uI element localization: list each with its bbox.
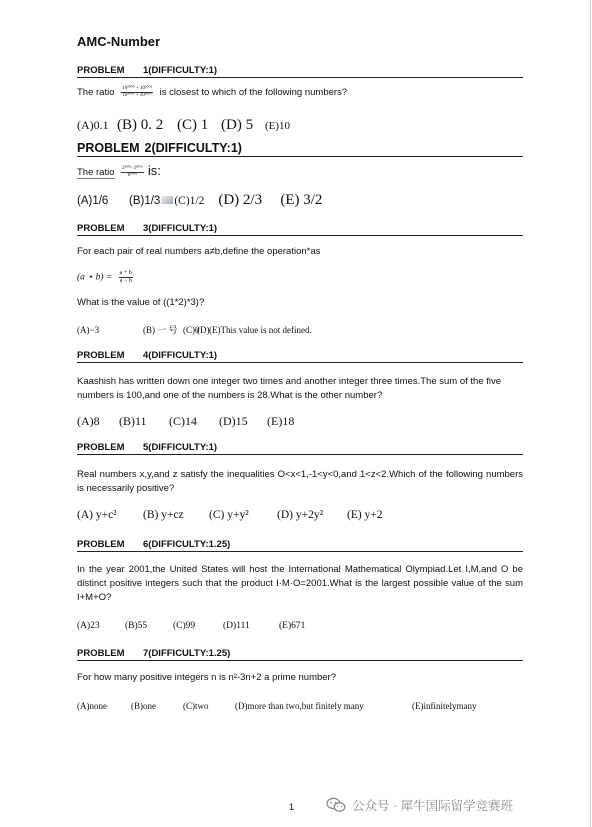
- problem-3-question-2: What is the value of ((1*2)*3)?: [77, 297, 205, 308]
- choice-e: (E) y+2: [347, 509, 383, 521]
- problem-label: PROBLEM: [77, 141, 140, 155]
- problem-5-question: Real numbers x,y,and z satisfy the inequalities O<x<1,-1<y<0,and 1<z<2.Which of the following numbers is necessarily positive?: [77, 469, 523, 494]
- problem-2-choices: [77, 191, 527, 209]
- wechat-icon: [326, 797, 346, 813]
- choice-a: (A)none: [77, 701, 107, 711]
- problem-4-header: [77, 350, 523, 363]
- problem-3-question: For each pair of real numbers a≠b,define the operation*as: [77, 246, 321, 257]
- problem-label: PROBLEM: [77, 648, 125, 659]
- problem-1-header: [77, 65, 523, 78]
- choice-b: (B) 0. 2: [117, 117, 164, 133]
- problem-7-choices: [77, 701, 527, 711]
- problem-difficulty: 3(DIFFICULTY:1): [143, 223, 218, 234]
- choice-d: (D)15: [219, 414, 248, 428]
- scan-artifact: [161, 196, 173, 204]
- ratio-fraction: $\frac{\text{10²⁰⁰⁰ + 10²⁰⁰²}}{\text{10²⁰⁰¹ + 10²⁰⁰¹}}$: [122, 86, 152, 98]
- problem-2-header: [77, 141, 523, 157]
- choice-e: (E)671: [279, 621, 306, 631]
- choice-c: (C)99: [173, 621, 196, 631]
- choice-b: (B)11: [119, 414, 147, 428]
- choice-d: (D) 5: [221, 117, 254, 133]
- choice-c: (C) y+y²: [209, 509, 249, 521]
- problem-label: PROBLEM: [77, 442, 125, 453]
- problem-5-choices: [77, 509, 527, 521]
- choice-a: (A)−3: [77, 325, 100, 335]
- choice-d: (D)more than two,but finitely many: [235, 701, 364, 711]
- problem-5-header: [77, 442, 523, 455]
- choice-b: (B) 一 号: [143, 325, 178, 335]
- choice-b: (B)55: [125, 621, 148, 631]
- choice-d: (D)111: [223, 621, 250, 631]
- choice-a: (A) y+c²: [77, 509, 117, 521]
- operation-formula: (a ⋆ b) = $\frac{a + b}{a - b}$: [77, 270, 132, 284]
- choice-d: (D) y+2y²: [277, 509, 324, 521]
- problem-difficulty: 5(DIFFICULTY:1): [143, 442, 218, 453]
- problem-4-choices: [77, 414, 527, 429]
- choice-e: (E) 3/2: [280, 192, 323, 208]
- choice-e: (E)18: [267, 414, 295, 428]
- problem-3-choices: [77, 323, 527, 336]
- problem-7-header: [77, 648, 523, 661]
- problem-6-choices: [77, 621, 527, 631]
- choice-e: (E)This value is not defined.: [209, 325, 312, 335]
- page-number: 1: [289, 802, 295, 812]
- problem-6-question: In the year 2001,the United States will host the International Mathematical Olympiad.Let I,M,and O be distinct positive integers such that the product I·M·O=2001.What is the largest possible value of the sum I+M+O?: [77, 564, 523, 603]
- problem-difficulty: 4(DIFFICULTY:1): [143, 350, 218, 361]
- choice-a: (A)1/6: [77, 195, 109, 207]
- problem-6-header: [77, 539, 523, 552]
- problem-label: PROBLEM: [77, 65, 125, 76]
- choice-e: (E)10: [265, 120, 291, 132]
- problem-7-question: For how many positive integers n is n²-3n+2 a prime number?: [77, 672, 336, 683]
- problem-4-question: Kaashish has written down one integer two times and another integer three times.The sum of the five numbers is 100,and one of the numbers is 28.What is the other number?: [77, 376, 502, 401]
- choice-a: (A)23: [77, 621, 100, 631]
- problem-label: PROBLEM: [77, 539, 125, 550]
- choice-e: (E)infinitelymany: [412, 701, 477, 711]
- choice-b: (B)one: [131, 701, 156, 711]
- choice-a: (A)8: [77, 414, 100, 428]
- problem-3-header: [77, 223, 523, 236]
- problem-label: PROBLEM: [77, 350, 125, 361]
- problem-1-question: The ratio $\frac{\text{10²⁰⁰⁰ + 10²⁰⁰²}}{\text{10²⁰⁰¹ + 10²⁰⁰¹}}$ is closest to which of the following numbers?: [77, 86, 348, 99]
- choice-b: (B)1/3: [129, 195, 161, 207]
- choice-a: (A)0.1: [77, 118, 109, 132]
- document-title: AMC-Number: [77, 34, 161, 49]
- problem-difficulty: 2(DIFFICULTY:1): [144, 141, 242, 155]
- watermark: [326, 796, 513, 814]
- problem-1-choices: [77, 116, 527, 134]
- choice-c: (C) 1: [177, 117, 209, 133]
- choice-c: (C)two: [183, 701, 209, 711]
- ratio-fraction: $\frac{\text{2²⁰⁰¹·3²⁰⁰³}}{\text{6²⁰⁰²}}$: [122, 165, 143, 178]
- problem-2-question: The ratio $\frac{\text{2²⁰⁰¹·3²⁰⁰³}}{\text{6²⁰⁰²}}$ is:: [77, 163, 161, 178]
- watermark-text: 公众号 · 犀牛国际留学竞赛班: [352, 799, 514, 813]
- choice-c: (C)1/2: [174, 195, 205, 207]
- choice-c: (C)0: [183, 325, 200, 335]
- choice-d: (D) 2/3: [218, 192, 263, 208]
- choice-b: (B) y+cz: [143, 509, 184, 521]
- problem-difficulty: 6(DIFFICULTY:1.25): [143, 539, 231, 550]
- choice-d: (D): [197, 325, 210, 335]
- choice-c: (C)14: [169, 414, 197, 428]
- problem-label: PROBLEM: [77, 223, 125, 234]
- problem-difficulty: 1(DIFFICULTY:1): [143, 65, 218, 76]
- problem-difficulty: 7(DIFFICULTY:1.25): [143, 648, 231, 659]
